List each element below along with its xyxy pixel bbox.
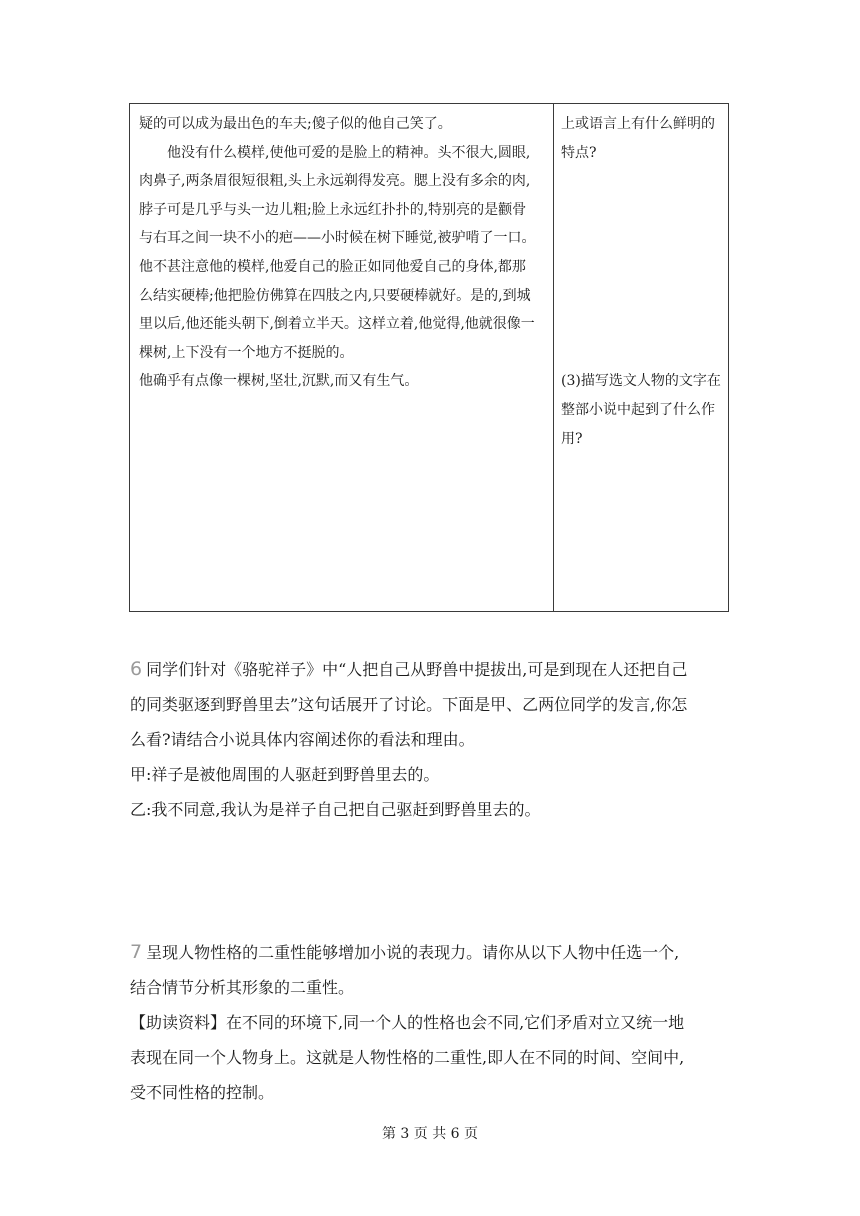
question-7-line: 呈现人物性格的二重性能够增加小说的表现力。请你从以下人物中任选一个,: [146, 943, 680, 962]
passage-line: 与右耳之间一块不小的疤——小时候在树下睡觉,被驴啃了一口。: [139, 230, 536, 247]
passage-text: [139, 110, 544, 396]
question-6-line: 同学们针对《骆驼祥子》中“人把自己从野兽中提拔出,可是到现在人还把自己: [146, 660, 688, 679]
passage-line: 他不甚注意他的模样,他爱自己的脸正如同他爱自己的身体,都那: [139, 258, 526, 275]
question-6-line: 么看?请结合小说具体内容阐述你的看法和理由。: [130, 730, 475, 749]
question-column: [561, 110, 723, 453]
question-6-line: 的同类驱逐到野兽里去”这句话展开了讨论。下面是甲、乙两位同学的发言,你怎: [130, 695, 688, 714]
question-7-number: 7: [130, 941, 143, 963]
question-3-line: 整部小说中起到了什么作: [561, 401, 715, 418]
question-line: 特点?: [561, 144, 597, 161]
question-3-line: (3)描写选文人物的文字在: [561, 373, 721, 390]
question-7-line: 【助读资料】在不同的环境下,同一个人的性格也会不同,它们矛盾对立又统一地: [130, 1013, 685, 1032]
passage-line: 疑的可以成为最出色的车夫;傻子似的他自己笑了。: [139, 116, 452, 132]
question-7-line: 表现在同一个人物身上。这就是人物性格的二重性,即人在不同的时间、空间中,: [130, 1048, 685, 1067]
question-7-line: 受不同性格的控制。: [130, 1083, 275, 1102]
passage-line: 肉鼻子,两条眉很短很粗,头上永远剃得发亮。腮上没有多余的肉,: [139, 173, 531, 190]
passage-table: [129, 103, 729, 612]
question-7: [130, 935, 730, 1110]
passage-line: 他没有什么模样,使他可爱的是脸上的精神。头不很大,圆眼,: [167, 144, 531, 161]
passage-line: 他确乎有点像一棵树,坚壮,沉默,而又有生气。: [139, 373, 419, 390]
question-3-line: 用?: [561, 430, 583, 447]
question-6-line: 乙:我不同意,我认为是祥子自己把自己驱赶到野兽里去的。: [130, 800, 541, 819]
passage-line: 么结实硬棒;他把脸仿佛算在四肢之内,只要硬棒就好。是的,到城: [139, 287, 531, 304]
question-6-number: 6: [130, 658, 143, 680]
table-divider: [553, 104, 554, 611]
question-7-line: 结合情节分析其形象的二重性。: [130, 978, 355, 997]
question-6-line: 甲:祥子是被他周围的人驱赶到野兽里去的。: [130, 765, 440, 784]
question-6: [130, 652, 730, 827]
passage-line: 里以后,他还能头朝下,倒着立半天。这样立着,他觉得,他就很像一: [139, 316, 535, 333]
page-footer: 第 3 页 共 6 页: [381, 1126, 479, 1142]
passage-line: 脖子可是几乎与头一边儿粗;脸上永远红扑扑的,特别亮的是颧骨: [139, 201, 527, 218]
passage-line: 棵树,上下没有一个地方不挺脱的。: [139, 344, 354, 361]
question-line: 上或语言上有什么鲜明的: [561, 116, 715, 132]
